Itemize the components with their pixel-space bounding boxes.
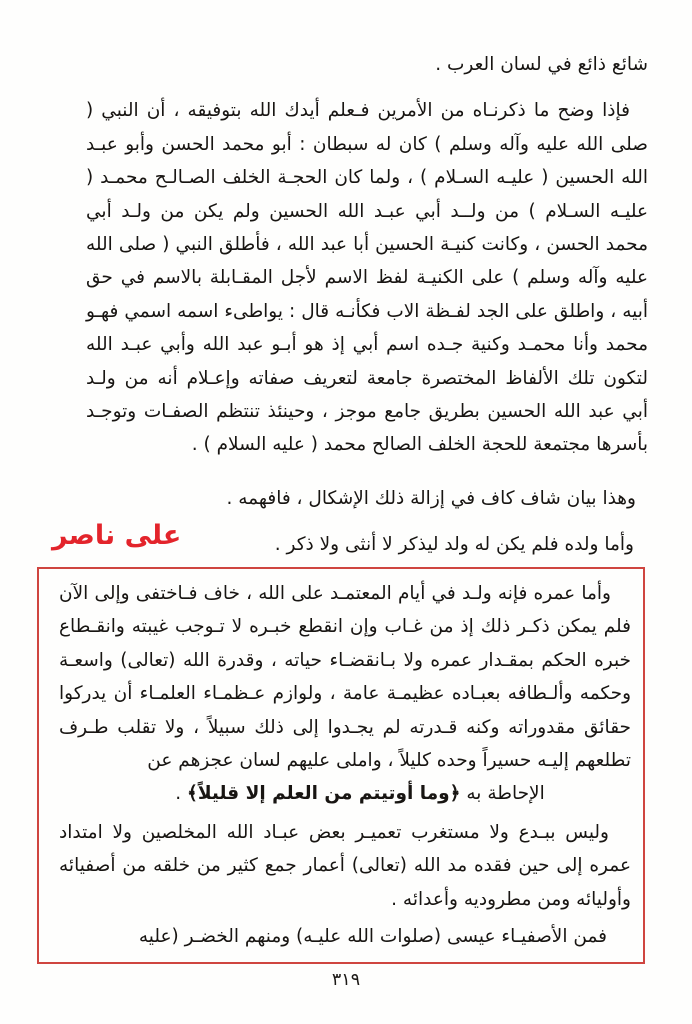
body-text [86, 48, 648, 562]
quran-verse: ﴿وما أوتيتم من العلم إلا قليلاً﴾ [187, 783, 461, 805]
paragraph-offspring: وأما ولده فلم يكن له ولد ليذكر لا أنثى ولا ذكر . [274, 534, 634, 556]
verse-prefix: الإحاطة به [460, 783, 545, 805]
paragraph-continuation: شائع ذائع في لسان العرب . [435, 54, 648, 75]
red-owner-stamp: على ناصر [52, 520, 182, 551]
box-paragraph-chosen-ones: فمن الأصفيـاء عيسى (صلوات الله عليـه) ومنهم الخضـر (عليه [138, 926, 607, 948]
box-paragraph-age: وأما عمره فإنه ولـد في أيام المعتمـد على الله ، خاف فـاختفى وإلى الآن فلم يمكن ذكـر ذلك إذ من غـاب وإن انقطع خبـره لا تـوجب غيبته وانقـطاع خبره الحكم بمقـدار عمره ولا بـانقضـاء حياته ، وقدرة الله (تعالى) واسعـة وحكمه وألـطافه بعبـاده عظيمـة عامة ، ولوازم عـظمـاء العلمـاء أن يدركوا حقائق مقدوراته وكنه قـدرته لم يجـدوا إلى ذلك سبيلاً ، ولا تقلب طـرف تطلعهم إليـه حسيراً وحده كليلاً ، واملى عليهم لسان عجزهم عن [59, 583, 631, 772]
paragraph-main: فإذا وضح ما ذكرنـاه من الأمرين فـعلم أيدك الله بتوفيقه ، أن النبي ( صلى الله عليه وآله وسلم ) كان له سبطان : أبو محمد الحسن وأبو عبـد الله الحسين ( عليـه السـلام ) ، ولما كان الحجـة الخلف الصـالـح محمـد ( عليـه السـلام ) من ولــد أبي عبـد الله الحسين ولم يكن من ولـد أبي محمد الحسن ، وكانت كنيـة الحسين أبا عبد الله ، فأطلق النبي ( صلى الله عليه وآله وسلم ) على الكنيـة لفظ الاسم لأجل المقـابلة بالاسم في حق أبيه ، واطلق على الجد لفـظة الاب فكأنـه قال : يواطىء اسمه اسمي فهـو محمد وأنا محمـد وكنية جـده اسم أبي إذ هو أبـو عبد الله وأبي عبـد الله لتكون تلك الألفاظ المختصرة جامعة لتعريف صفاته وإعـلام أنه من ولـد أبي عبد الله الحسين بطريق جامع موجز ، وحينئذ تنتظم الصفـات وتوجـد بأسرها مجتمعة للحجة الخلف الصالح محمد ( عليه السلام ) . [86, 100, 648, 456]
paragraph-clarification: وهذا بيان شاف كاف في إزالة ذلك الإشكال ، فافهمه . [226, 487, 636, 509]
verse-suffix: . [175, 783, 188, 805]
page-number: ٣١٩ [331, 970, 361, 990]
box-verse-line [59, 777, 631, 810]
box-paragraph-longevity: وليس ببـدع ولا مستغرب تعميـر بعض عبـاد الله المخلصين ولا امتداد عمره إلى حين فقده مد الله (تعالى) أعمار جمع كثير من خلقه من أصفيائه وأوليائه ومن مطروديه وأعدائه . [59, 821, 631, 910]
highlighted-passage-box [37, 567, 645, 964]
